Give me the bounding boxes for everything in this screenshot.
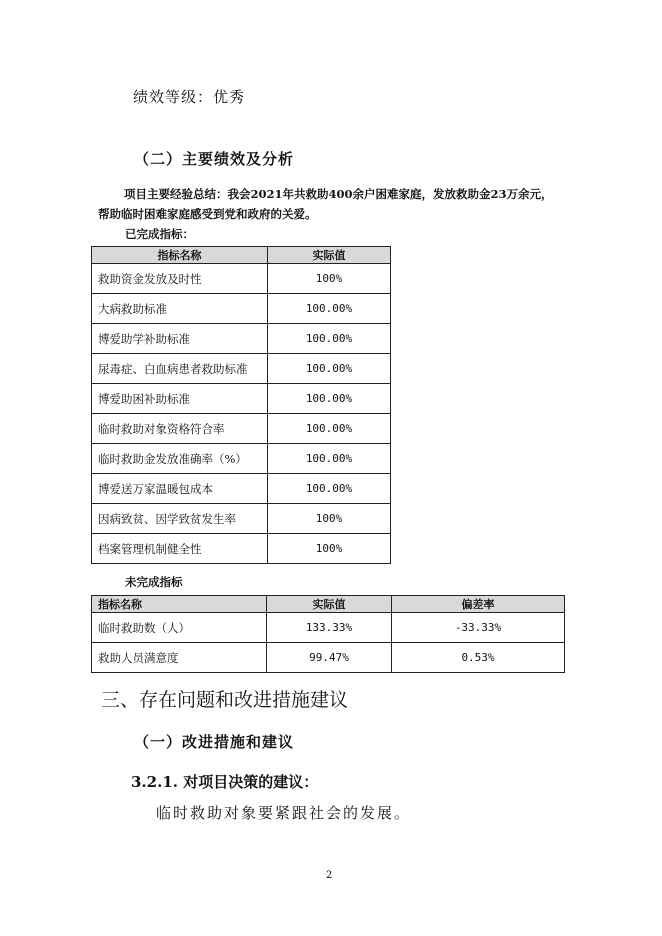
column-header-name: 指标名称	[92, 247, 268, 264]
column-header-name: 指标名称	[92, 596, 267, 613]
indicator-value: 100.00%	[268, 324, 391, 354]
indicator-value: 100.00%	[268, 354, 391, 384]
table-row	[92, 534, 391, 564]
indicator-value: 100.00%	[268, 384, 391, 414]
uncompleted-indicators-table	[91, 595, 565, 673]
subsection-321-title: 3.2.1. 对项目决策的建议：	[131, 773, 319, 791]
indicator-name: 尿毒症、白血病患者救助标准	[92, 354, 268, 384]
indicator-name: 临时救助对象资格符合率	[92, 414, 268, 444]
indicator-name: 临时救助金发放准确率（%）	[92, 444, 268, 474]
uncompleted-indicators-label: 未完成指标	[125, 575, 183, 589]
table-row	[92, 264, 391, 294]
column-header-value: 实际值	[268, 247, 391, 264]
indicator-name: 救助资金发放及时性	[92, 264, 268, 294]
indicator-name: 博爱助困补助标准	[92, 384, 268, 414]
indicator-deviation: 0.53%	[392, 643, 565, 673]
indicator-deviation: -33.33%	[392, 613, 565, 643]
column-header-value: 实际值	[267, 596, 392, 613]
indicator-value: 99.47%	[267, 643, 392, 673]
indicator-name: 临时救助数（人）	[92, 613, 267, 643]
table-row	[92, 474, 391, 504]
indicator-name: 博爱送万家温暖包成本	[92, 474, 268, 504]
indicator-value: 100.00%	[268, 414, 391, 444]
summary-line-1: 项目主要经验总结：我会2021年共救助400余户困难家庭，发放救助金23万余元，	[124, 187, 553, 201]
table-row	[92, 354, 391, 384]
indicator-name: 大病救助标准	[92, 294, 268, 324]
indicator-name: 因病致贫、因学致贫发生率	[92, 504, 268, 534]
table-row	[92, 444, 391, 474]
body-paragraph: 临时救助对象要紧跟社会的发展。	[156, 804, 412, 822]
experience-summary	[98, 184, 568, 224]
indicator-value: 100%	[268, 264, 391, 294]
indicator-value: 100%	[268, 504, 391, 534]
performance-grade: 绩效等级：优秀	[133, 88, 246, 106]
table-row	[92, 384, 391, 414]
indicator-value: 100.00%	[268, 444, 391, 474]
completed-indicators-label: 已完成指标：	[125, 227, 194, 241]
column-header-deviation: 偏差率	[392, 596, 565, 613]
indicator-value: 133.33%	[267, 613, 392, 643]
table-row	[92, 643, 565, 673]
completed-indicators-table	[91, 246, 391, 564]
table-row	[92, 414, 391, 444]
indicator-name: 救助人员满意度	[92, 643, 267, 673]
table-row	[92, 294, 391, 324]
indicator-value: 100.00%	[268, 294, 391, 324]
page-number: 2	[326, 870, 333, 881]
summary-line-2: 帮助临时困难家庭感受到党和政府的关爱。	[98, 207, 317, 221]
subsection1-title: （一）改进措施和建议	[134, 733, 295, 751]
section2-title: （二）主要绩效及分析	[134, 150, 295, 168]
indicator-value: 100%	[268, 534, 391, 564]
section3-title: 三、存在问题和改进措施建议	[101, 689, 349, 711]
indicator-name: 博爱助学补助标准	[92, 324, 268, 354]
table-row	[92, 324, 391, 354]
indicator-value: 100.00%	[268, 474, 391, 504]
table-row	[92, 504, 391, 534]
table-row	[92, 613, 565, 643]
indicator-name: 档案管理机制健全性	[92, 534, 268, 564]
